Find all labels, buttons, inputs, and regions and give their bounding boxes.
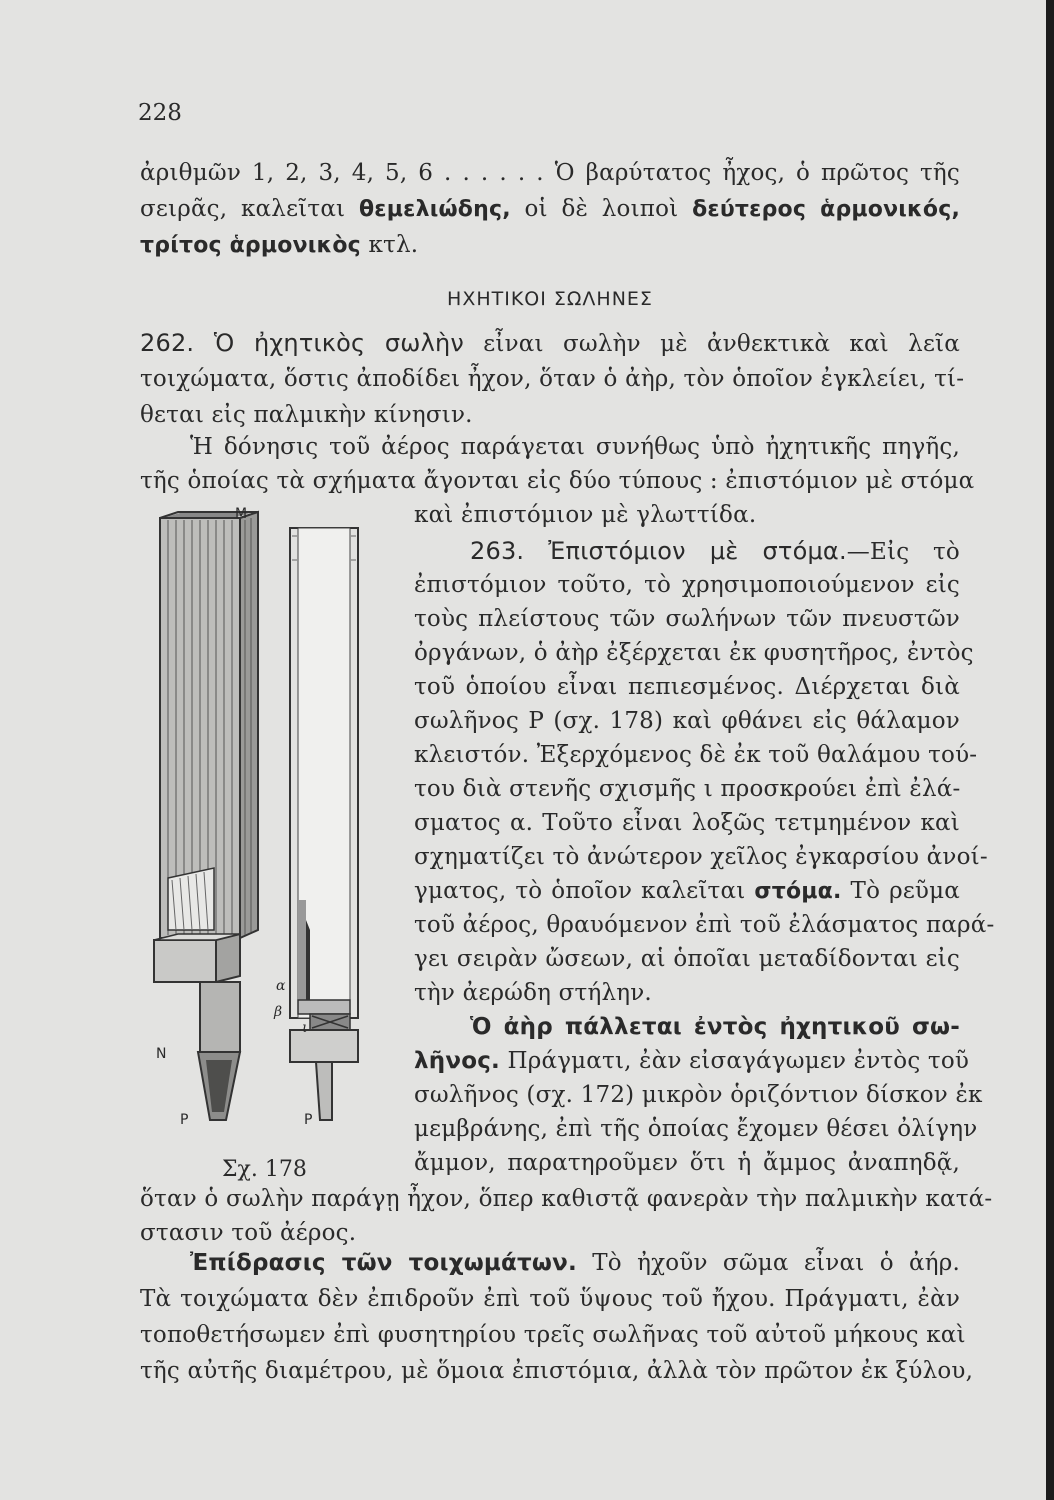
text-line: σωλῆνος Ρ (σχ. 178) καὶ φθάνει εἰς θάλαμον bbox=[414, 708, 960, 734]
text-line: τοποθετήσωμεν ἐπὶ φυσητηρίου τρεῖς σωλῆνας τοῦ αὐτοῦ μήκους καὶ bbox=[140, 1322, 966, 1348]
text-line: τρίτος ἁρμονικὸς κτλ. bbox=[140, 232, 419, 258]
paragraph-262-start: 262. Ὁ ἠχητικὸς σωλὴν εἶναι σωλὴν μὲ ἀνθεκτικὰ καὶ λεῖα bbox=[140, 329, 961, 357]
text-line: Ἡ δόνησις τοῦ ἀέρος παράγεται συνήθως ὑπὸ ἠχητικῆς πηγῆς, bbox=[190, 434, 960, 460]
text-line: τοιχώματα, ὅστις ἀποδίδει ἦχον, ὅταν ὁ ἀὴρ, τὸν ὁποῖον ἐγκλείει, τί- bbox=[140, 366, 965, 392]
text-line: στασιν τοῦ ἀέρος. bbox=[140, 1220, 357, 1246]
text-line: ἀριθμῶν 1, 2, 3, 4, 5, 6 . . . . . . Ὁ βαρύτατος ἦχος, ὁ πρῶτος τῆς bbox=[140, 160, 960, 186]
text-line: ὀργάνων, ὁ ἀὴρ ἐξέρχεται ἐκ φυσητῆρος, ἐντὸς bbox=[414, 640, 974, 666]
label-beta: β bbox=[274, 1004, 283, 1020]
label-iota: ι bbox=[302, 1020, 308, 1036]
text-line: κλειστόν. Ἐξερχόμενος δὲ ἐκ τοῦ θαλάμου τού- bbox=[414, 742, 978, 768]
label-p-left: P bbox=[180, 1112, 189, 1128]
text-line: καὶ ἐπιστόμιον μὲ γλωττίδα. bbox=[414, 502, 757, 528]
page-edge bbox=[1046, 0, 1054, 1500]
paragraph-263-start: 263. Ἐπιστόμιον μὲ στόμα.—Εἰς τὸ bbox=[470, 537, 960, 565]
text-line: Τὰ τοιχώματα δὲν ἐπιδροῦν ἐπὶ τοῦ ὕψους τοῦ ἤχου. Πράγματι, ἐὰν bbox=[140, 1286, 960, 1312]
text-line: θεται εἰς παλμικὴν κίνησιν. bbox=[140, 402, 473, 428]
label-m: M bbox=[235, 506, 248, 522]
text-line: του διὰ στενῆς σχισμῆς ι προσκρούει ἐπὶ ἐλά- bbox=[414, 776, 961, 802]
text-line: τῆς ὁποίας τὰ σχήματα ἄγονται εἰς δύο τύπους : ἐπιστόμιον μὲ στόμα bbox=[140, 468, 975, 494]
text-line: τοῦ ὁποίου εἶναι πεπιεσμένος. Διέρχεται διὰ bbox=[414, 674, 960, 700]
figure-caption: Σχ. 178 bbox=[222, 1157, 307, 1182]
text-line: τῆς αὐτῆς διαμέτρου, μὲ ὅμοια ἐπιστόμια, ἀλλὰ τὸν πρῶτον ἐκ ξύλου, bbox=[140, 1358, 974, 1384]
bold-statement: Ὁ ἀὴρ πάλλεται ἐντὸς ἠχητικοῦ σω- bbox=[470, 1014, 960, 1040]
label-alpha: α bbox=[276, 978, 286, 994]
organ-pipe-illustration bbox=[140, 500, 380, 1150]
text-line: ἄμμον, παρατηροῦμεν ὅτι ἡ ἄμμος ἀναπηδᾷ, bbox=[414, 1150, 960, 1176]
text-line: ἐπιστόμιον τοῦτο, τὸ χρησιμοποιούμενον εἰς bbox=[414, 572, 960, 598]
text-line: σματος α. Τοῦτο εἶναι λοξῶς τετμημένον καὶ bbox=[414, 810, 960, 836]
label-p-right: P bbox=[304, 1112, 313, 1128]
paragraph-walls-start: Ἐπίδρασις τῶν τοιχωμάτων. Τὸ ἠχοῦν σῶμα εἶναι ὁ ἀήρ. bbox=[190, 1250, 960, 1276]
text-line: τοῦ ἀέρος, θραυόμενον ἐπὶ τοῦ ἐλάσματος παρά- bbox=[414, 912, 995, 938]
label-n: N bbox=[156, 1046, 167, 1062]
text-line: γματος, τὸ ὁποῖον καλεῖται στόμα. Τὸ ρεῦμα bbox=[414, 878, 960, 904]
text-line: σειρᾶς, καλεῖται θεμελιώδης, οἱ δὲ λοιποὶ δεύτερος ἁρμονικός, bbox=[140, 196, 961, 222]
text-line: σχηματίζει τὸ ἀνώτερον χεῖλος ἐγκαρσίου ἀνοί- bbox=[414, 844, 988, 870]
page-number: 228 bbox=[138, 100, 182, 126]
text-line: τοὺς πλείστους τῶν σωλήνων τῶν πνευστῶν bbox=[414, 606, 960, 632]
section-heading: ΗΧΗΤΙΚΟΙ ΣΩΛΗΝΕΣ bbox=[447, 288, 653, 310]
figure-178 bbox=[140, 500, 380, 1190]
text-line: λῆνος. Πράγματι, ἐὰν εἰσαγάγωμεν ἐντὸς τοῦ bbox=[414, 1048, 970, 1074]
text-line: γει σειρὰν ὤσεων, αἱ ὁποῖαι μεταδίδονται εἰς bbox=[414, 946, 960, 972]
text-line: μεμβράνης, ἐπὶ τῆς ὁποίας ἔχομεν θέσει ὀλίγην bbox=[414, 1116, 978, 1142]
text-line: τὴν ἀερώδη στήλην. bbox=[414, 980, 652, 1006]
text-line: ὅταν ὁ σωλὴν παράγῃ ἦχον, ὅπερ καθιστᾷ φανερὰν τὴν παλμικὴν κατά- bbox=[140, 1186, 993, 1212]
text-line: σωλῆνος (σχ. 172) μικρὸν ὁριζόντιον δίσκον ἐκ bbox=[414, 1082, 983, 1108]
